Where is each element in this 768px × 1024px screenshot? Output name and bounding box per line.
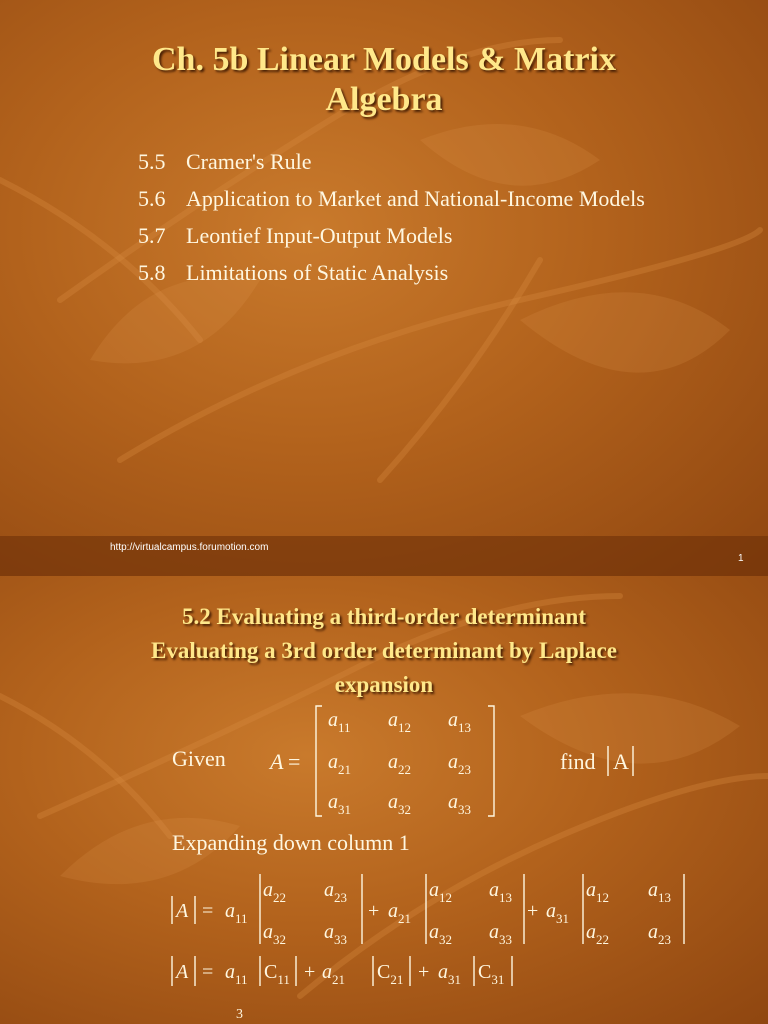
equals-sign: = [288,749,301,774]
topic-number: 5.5 [138,149,166,174]
svg-text:a11: $a_{11}$ [225,900,248,926]
svg-text:a23: $a_{23}$ [648,921,671,947]
slide-2-title-line-2: Evaluating a 3rd order determinant by Laplace [151,638,617,663]
matrix-entry: $a_{33}$ [448,791,471,817]
svg-text:a31: $a_{31}$ [438,961,461,987]
svg-text:C11: $C_{11}$ [264,961,290,987]
matrix-entry: $a_{22}$ [388,751,411,777]
svg-text:+: + [418,961,430,983]
svg-text:+: + [368,900,380,922]
slide-2 [0,576,768,1024]
svg-text:a21: $a_{21}$ [322,961,345,987]
topic-label: Limitations of Static Analysis [186,260,449,285]
matrix-entry: $a_{32}$ [388,791,411,817]
find-label: find [560,749,596,774]
svg-text:a22: $a_{22}$ [586,921,609,947]
topic-item [138,223,452,249]
expanding-label: Expanding down column 1 [172,830,410,855]
slide-2-title-line-3: expansion [334,672,434,697]
slide-1-title-line-2: Algebra [325,81,443,118]
svg-text:a23: $a_{23}$ [324,879,347,905]
svg-text:a11: $a_{11}$ [225,961,248,987]
topic-item [138,260,448,286]
matrix-entry: $a_{23}$ [448,751,471,777]
matrix-entry: $a_{21}$ [328,751,351,777]
svg-text:C21: $C_{21}$ [377,961,404,987]
svg-text:a12: $a_{12}$ [429,879,452,905]
topic-number: 5.8 [138,260,166,285]
svg-text:=: = [202,961,214,983]
svg-text:a21: $a_{21}$ [388,900,411,926]
topic-label: Leontief Input-Output Models [186,223,453,248]
svg-text:a22: $a_{22}$ [263,879,286,905]
svg-text:a31: $a_{31}$ [546,900,569,926]
matrix-entry: $a_{31}$ [328,791,351,817]
svg-text:C31: $C_{31}$ [478,961,505,987]
svg-text:A: A [176,900,189,922]
svg-text:a13: $a_{13}$ [489,879,512,905]
topic-item [138,149,312,175]
sum-lower-index: 3 [236,1007,243,1022]
slide-1-title-line-1: Ch. 5b Linear Models & Matrix [151,41,616,78]
svg-text:+: + [527,900,539,922]
find-symbol: A [613,749,629,774]
slide-number: 1 [738,553,744,564]
slide-1-title [0,40,768,120]
slide-2-title-line-1: 5.2 Evaluating a third-order determinant [182,604,586,629]
matrix-name: A [270,749,284,774]
laplace-expansion [172,874,684,947]
svg-text:a33: $a_{33}$ [489,921,512,947]
svg-text:a32: $a_{32}$ [429,921,452,947]
topic-item [138,186,645,212]
svg-text:=: = [202,900,214,922]
svg-text:A: A [176,961,189,983]
svg-text:a13: $a_{13}$ [648,879,671,905]
topic-label: Cramer's Rule [186,149,312,174]
topic-number: 5.6 [138,186,166,211]
matrix-entry: $a_{13}$ [448,709,471,735]
svg-text:a12: $a_{12}$ [586,879,609,905]
svg-text:a32: $a_{32}$ [263,921,286,947]
matrix-entry: $a_{12}$ [388,709,411,735]
svg-text:+: + [304,961,316,983]
topic-label: Application to Market and National-Income Models [186,186,645,211]
cofactor-expansion [172,956,512,987]
matrix-entry: $a_{11}$ [328,709,351,735]
given-label: Given [172,746,226,771]
svg-text:a33: $a_{33}$ [324,921,347,947]
topic-number: 5.7 [138,223,166,248]
footer-url: http://virtualcampus.forumotion.com [110,542,269,553]
math-formulas [0,576,768,1024]
matrix-A [328,709,471,817]
